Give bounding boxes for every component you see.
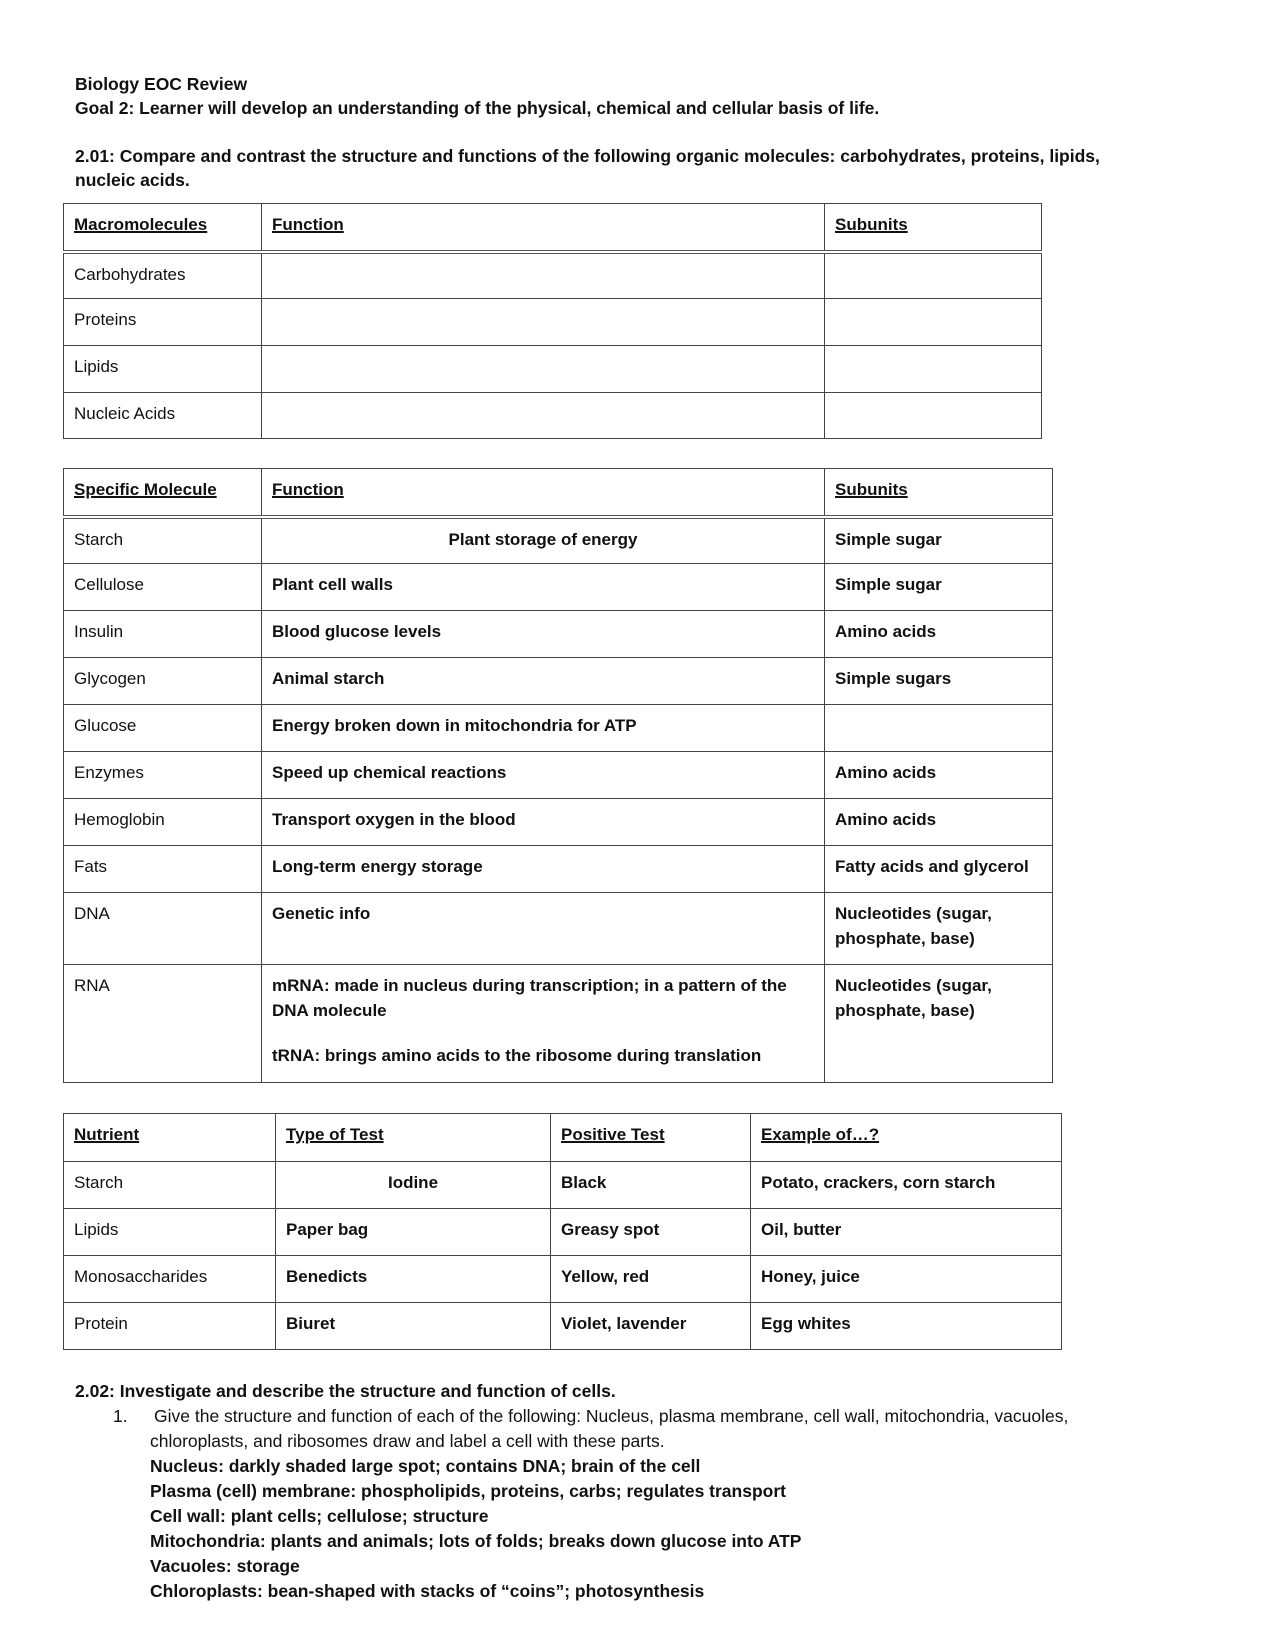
molecule-name: RNA bbox=[64, 965, 262, 1083]
subunits-cell[interactable] bbox=[825, 252, 1042, 299]
header-nutrient: Nutrient bbox=[64, 1114, 276, 1162]
test-type: Iodine bbox=[276, 1162, 551, 1209]
table-row bbox=[64, 1162, 1062, 1209]
header-subunits: Subunits bbox=[825, 469, 1053, 517]
function-cell: Transport oxygen in the blood bbox=[262, 799, 825, 846]
table-row bbox=[64, 299, 1042, 346]
positive-result: Black bbox=[551, 1162, 751, 1209]
subunits-cell: Amino acids bbox=[825, 799, 1053, 846]
subunits-cell: Simple sugar bbox=[825, 564, 1053, 611]
goal-statement: Goal 2: Learner will develop an understanding of the physical, chemical and cellular basis of life. bbox=[75, 98, 880, 118]
answer-vacuoles: Vacuoles: storage bbox=[150, 1556, 300, 1576]
molecule-name: Glucose bbox=[64, 705, 262, 752]
function-cell: Plant cell walls bbox=[262, 564, 825, 611]
function-cell: Genetic info bbox=[262, 893, 825, 965]
macromolecule-name: Proteins bbox=[64, 299, 262, 346]
answer-mitochondria: Mitochondria: plants and animals; lots of folds; breaks down glucose into ATP bbox=[150, 1531, 802, 1551]
table-row bbox=[64, 799, 1053, 846]
nutrient-test-table bbox=[63, 1113, 1062, 1350]
molecule-name: Glycogen bbox=[64, 658, 262, 705]
function-cell[interactable] bbox=[262, 299, 825, 346]
header-function: Function bbox=[262, 204, 825, 252]
mrna-text: mRNA: made in nucleus during transcription; in a pattern of the DNA molecule bbox=[272, 976, 787, 1020]
positive-result: Greasy spot bbox=[551, 1209, 751, 1256]
table-row bbox=[64, 1209, 1062, 1256]
function-cell bbox=[262, 965, 825, 1083]
table-row bbox=[64, 564, 1053, 611]
nutrient-name: Lipids bbox=[64, 1209, 276, 1256]
table-row bbox=[64, 752, 1053, 799]
example: Honey, juice bbox=[751, 1256, 1062, 1303]
header-type-of-test: Type of Test bbox=[276, 1114, 551, 1162]
list-item-line2: chloroplasts, and ribosomes draw and label a cell with these parts. bbox=[150, 1431, 665, 1451]
macromolecule-name: Lipids bbox=[64, 346, 262, 393]
nutrient-name: Starch bbox=[64, 1162, 276, 1209]
nutrient-name: Protein bbox=[64, 1303, 276, 1350]
function-cell: Energy broken down in mitochondria for ATP bbox=[262, 705, 825, 752]
table-row bbox=[64, 1256, 1062, 1303]
macromolecules-table bbox=[63, 203, 1042, 439]
table-row bbox=[64, 658, 1053, 705]
document-title: Biology EOC Review bbox=[75, 74, 248, 94]
subunits-cell: Simple sugar bbox=[825, 517, 1053, 564]
answer-plasma-membrane: Plasma (cell) membrane: phospholipids, proteins, carbs; regulates transport bbox=[150, 1481, 786, 1501]
table-row bbox=[64, 346, 1042, 393]
table-row bbox=[64, 252, 1042, 299]
function-cell[interactable] bbox=[262, 252, 825, 299]
specific-molecule-table bbox=[63, 468, 1053, 1083]
answer-cell-wall: Cell wall: plant cells; cellulose; structure bbox=[150, 1506, 489, 1526]
molecule-name: Cellulose bbox=[64, 564, 262, 611]
molecule-name: Insulin bbox=[64, 611, 262, 658]
function-cell: Blood glucose levels bbox=[262, 611, 825, 658]
function-cell[interactable] bbox=[262, 346, 825, 393]
trna-text: tRNA: brings amino acids to the ribosome during translation bbox=[272, 1046, 762, 1065]
function-cell: Long-term energy storage bbox=[262, 846, 825, 893]
function-cell: Animal starch bbox=[262, 658, 825, 705]
header-specific-molecule: Specific Molecule bbox=[64, 469, 262, 517]
subunits-cell: Simple sugars bbox=[825, 658, 1053, 705]
positive-result: Violet, lavender bbox=[551, 1303, 751, 1350]
table-row bbox=[64, 611, 1053, 658]
header-positive-test: Positive Test bbox=[551, 1114, 751, 1162]
table-row bbox=[64, 846, 1053, 893]
subunits-cell: Amino acids bbox=[825, 611, 1053, 658]
header-subunits: Subunits bbox=[825, 204, 1042, 252]
function-cell: Speed up chemical reactions bbox=[262, 752, 825, 799]
test-type: Benedicts bbox=[276, 1256, 551, 1303]
subunits-cell[interactable] bbox=[825, 393, 1042, 439]
header-function: Function bbox=[262, 469, 825, 517]
molecule-name: Hemoglobin bbox=[64, 799, 262, 846]
positive-result: Yellow, red bbox=[551, 1256, 751, 1303]
function-cell: Plant storage of energy bbox=[262, 517, 825, 564]
table-row bbox=[64, 393, 1042, 439]
subunits-cell[interactable] bbox=[825, 299, 1042, 346]
molecule-name: Enzymes bbox=[64, 752, 262, 799]
table-row bbox=[64, 517, 1053, 564]
macromolecule-name: Carbohydrates bbox=[64, 252, 262, 299]
table-row bbox=[64, 965, 1053, 1083]
section-202-heading: 2.02: Investigate and describe the structure and function of cells. bbox=[75, 1381, 616, 1401]
answer-chloroplasts: Chloroplasts: bean-shaped with stacks of “coins”; photosynthesis bbox=[150, 1581, 705, 1601]
test-type: Paper bag bbox=[276, 1209, 551, 1256]
section-201-heading-line2: nucleic acids. bbox=[75, 170, 190, 190]
example: Egg whites bbox=[751, 1303, 1062, 1350]
header-example-of: Example of…? bbox=[751, 1114, 1062, 1162]
subunits-cell: Nucleotides (sugar, phosphate, base) bbox=[825, 893, 1053, 965]
molecule-name: DNA bbox=[64, 893, 262, 965]
list-item-line1: Give the structure and function of each of the following: Nucleus, plasma membrane, cell wall, mitochondria, vacuoles, bbox=[154, 1406, 1069, 1426]
function-cell[interactable] bbox=[262, 393, 825, 439]
header-macromolecules: Macromolecules bbox=[64, 204, 262, 252]
molecule-name: Starch bbox=[64, 517, 262, 564]
nutrient-name: Monosaccharides bbox=[64, 1256, 276, 1303]
table-row bbox=[64, 705, 1053, 752]
table-row bbox=[64, 893, 1053, 965]
subunits-cell: Fatty acids and glycerol bbox=[825, 846, 1053, 893]
list-number: 1. bbox=[113, 1406, 128, 1426]
section-201-heading-line1: 2.01: Compare and contrast the structure and functions of the following organic molecules: carbohydrates, proteins, lipids, bbox=[75, 146, 1100, 166]
subunits-cell bbox=[825, 705, 1053, 752]
subunits-cell: Nucleotides (sugar, phosphate, base) bbox=[825, 965, 1053, 1083]
test-type: Biuret bbox=[276, 1303, 551, 1350]
molecule-name: Fats bbox=[64, 846, 262, 893]
subunits-cell: Amino acids bbox=[825, 752, 1053, 799]
subunits-cell[interactable] bbox=[825, 346, 1042, 393]
example: Potato, crackers, corn starch bbox=[751, 1162, 1062, 1209]
answer-nucleus: Nucleus: darkly shaded large spot; contains DNA; brain of the cell bbox=[150, 1456, 701, 1476]
table-row bbox=[64, 1303, 1062, 1350]
macromolecule-name: Nucleic Acids bbox=[64, 393, 262, 439]
example: Oil, butter bbox=[751, 1209, 1062, 1256]
